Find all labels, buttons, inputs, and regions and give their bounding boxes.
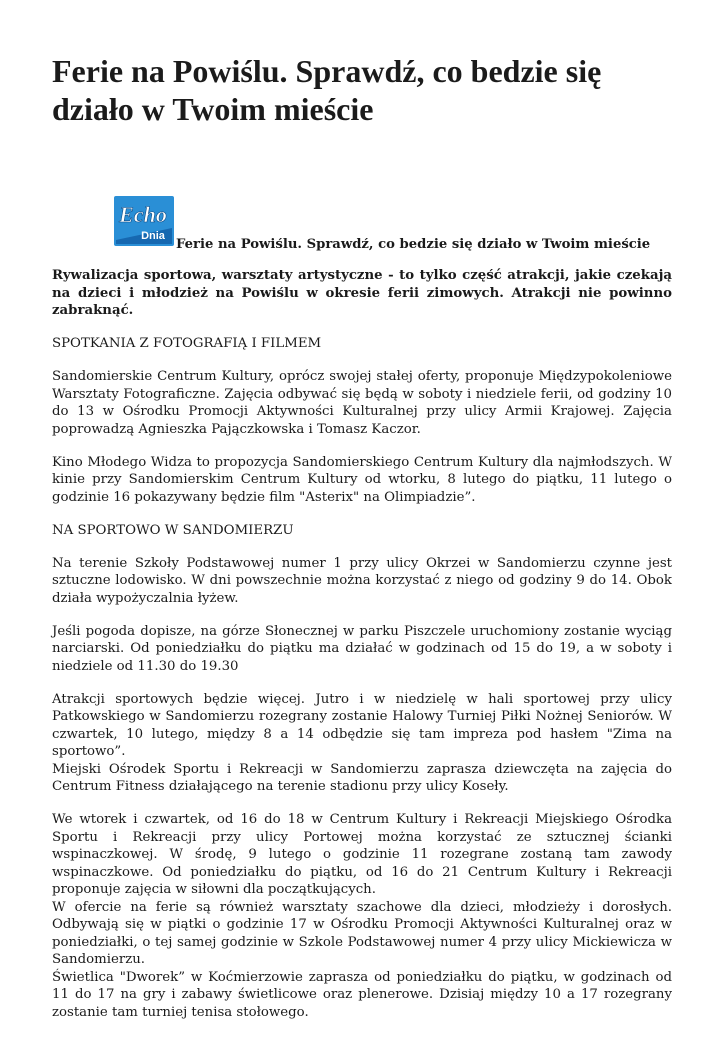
paragraph: W ofercie na ferie są również warsztaty szachowe dla dzieci, młodzieży i dorosłych. Odbywają się w piątki o godzinie 17 w Ośrodku Promocji Aktywności Kulturalnej oraz w poniedziałki, o tej samej godzinie w Szkole Podstawowej numer 4 przy ulicy Mickiewicza w Sandomierzu.: [52, 899, 672, 967]
paragraph: Atrakcji sportowych będzie więcej. Jutro i w niedzielę w hali sportowej przy ulicy Patkowskiego w Sandomierzu rozegrany zostanie Halowy Turniej Piłki Nożnej Seniorów. W czwartek, 10 lutego, między 8 a 14 odbędzie się tam impreza pod hasłem "Zima na sportowo”.: [52, 691, 672, 759]
article-subtitle: Ferie na Powiślu. Sprawdź, co bedzie się działo w Twoim mieście: [176, 237, 651, 252]
paragraph: We wtorek i czwartek, od 16 do 18 w Centrum Kultury i Rekreacji Miejskiego Ośrodka Sportu i Rekreacji przy ulicy Portowej można korzystać ze sztucznej ścianki wspinaczkowej. W środę, 9 lutego o godzinie 11 rozegrane zostaną tam zawody wspinaczkowe. Od poniedziałku do piątku, od 16 do 21 Centrum Kultury i Rekreacji proponuje zajęcia w siłowni dla początkujących.: [52, 812, 672, 897]
article-title: Ferie na Powiślu. Sprawdź, co bedzie się działo w Twoim mieście: [52, 53, 602, 127]
paragraph: Kino Młodego Widza to propozycja Sandomierskiego Centrum Kultury dla najmłodszych. W kinie przy Sandomierskim Centrum Kultury od wtorku, 8 lutego do piątku, 11 lutego o godzinie 16 pokazywany będzie film "Asterix" na Olimpiadzie”.: [52, 454, 672, 505]
paragraph: Świetlica "Dworek” w Koćmierzowie zaprasza od poniedziałku do piątku, w godzinach od 11 do 17 na gry i zabawy świetlicowe oraz plenerowe. Dzisiaj między 10 a 17 rozegrany zostanie tam turniej tenisa stołowego.: [52, 969, 672, 1020]
logo-dnia-text: Dnia: [141, 230, 165, 242]
logo-echo-text: Echo: [119, 202, 167, 227]
paragraph: Jeśli pogoda dopisze, na górze Słonecznej w parku Piszczele uruchomiony zostanie wyciąg narciarski. Od poniedziałku do piątku ma działać w godzinach od 15 do 19, a w soboty i niedziele od 11.30 do 19.30: [52, 623, 672, 674]
article-lead: Rywalizacja sportowa, warsztaty artystyczne - to tylko część atrakcji, jakie czekają na dzieci i młodzież na Powiślu w okresie ferii zimowych. Atrakcji nie powinno zabraknąć.: [52, 268, 672, 318]
section-heading: SPOTKANIA Z FOTOGRAFIĄ I FILMEM: [52, 336, 322, 351]
article-body: [52, 267, 672, 1037]
paragraph: Miejski Ośrodek Sportu i Rekreacji w Sandomierzu zaprasza dziewczęta na zajęcia do Centrum Fitness działającego na terenie stadionu przy ulicy Koseły.: [52, 761, 672, 794]
section-heading: NA SPORTOWO W SANDOMIERZU: [52, 522, 294, 538]
logo-row: [112, 194, 672, 254]
paragraph: Na terenie Szkoły Podstawowej numer 1 przy ulicy Okrzei w Sandomierzu czynne jest sztuczne lodowisko. W dni powszechnie można korzystać z niego od godziny 9 do 14. Obok działa wypożyczalnia łyżew.: [52, 555, 672, 606]
echo-dnia-logo: [112, 194, 176, 248]
paragraph: Sandomierskie Centrum Kultury, oprócz swojej stałej oferty, proponuje Międzypokoleniowe Warsztaty Fotograficzne. Zajęcia odbywać się będą w soboty i niedziele ferii, od godziny 10 do 13 w Ośrodku Promocji Aktywności Kulturalnej przy ulicy Armii Krajowej. Zajęcia poprowadzą Agnieszka Pajączkowska i Tomasz Kaczor.: [52, 369, 672, 437]
